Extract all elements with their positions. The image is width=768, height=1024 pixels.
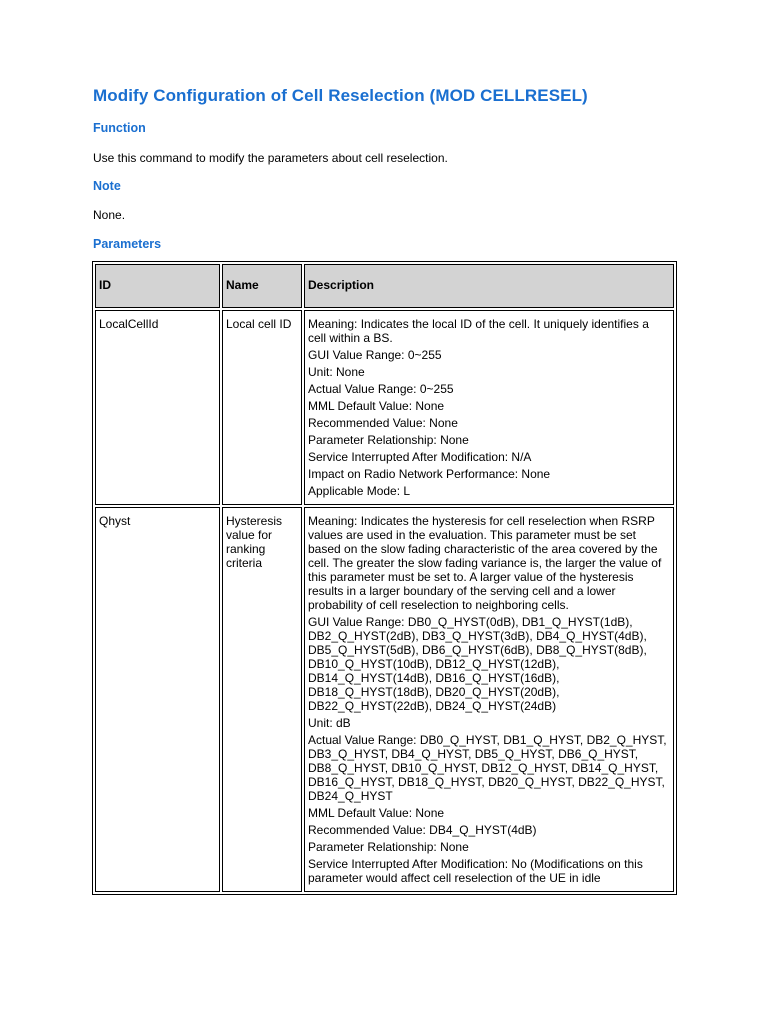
table-header-row [95, 264, 674, 308]
description-line: MML Default Value: None [308, 806, 445, 820]
description-line: Parameter Relationship: None [308, 840, 469, 854]
parameters-table [92, 261, 677, 895]
header-description: Description [304, 264, 674, 308]
description-line: Parameter Relationship: None [308, 433, 469, 447]
description-line: Service Interrupted After Modification: No (Modifications on this parameter would affect cell reselection of the UE in idle [308, 857, 643, 885]
param-name-cell: Local cell ID [222, 310, 302, 505]
description-line: Recommended Value: None [308, 416, 458, 430]
header-id: ID [95, 264, 220, 308]
description-line: Actual Value Range: DB0_Q_HYST, DB1_Q_HYST, DB2_Q_HYST, DB3_Q_HYST, DB4_Q_HYST, DB5_Q_HYST, DB6_Q_HYST, DB8_Q_HYST, DB10_Q_HYST, DB12_Q_HYST, DB14_Q_HYST, DB16_Q_HYST, DB18_Q_HYST, DB20_Q_HYST, DB22_Q_HYST, DB24_Q_HYST [308, 733, 667, 803]
header-name: Name [222, 264, 302, 308]
description-line: Unit: None [308, 365, 365, 379]
param-description-cell [304, 310, 674, 505]
description-line: MML Default Value: None [308, 399, 445, 413]
param-name-cell: Hysteresis value for ranking criteria [222, 507, 302, 892]
page-title: Modify Configuration of Cell Reselection (MOD CELLRESEL) [93, 86, 588, 105]
description-line: Meaning: Indicates the local ID of the cell. It uniquely identifies a cell within a BS. [308, 317, 649, 345]
note-heading: Note [93, 179, 121, 193]
param-id-cell: Qhyst [95, 507, 220, 892]
description-line: Unit: dB [308, 716, 351, 730]
description-line: GUI Value Range: 0~255 [308, 348, 442, 362]
parameters-heading: Parameters [93, 237, 162, 251]
param-description-cell [304, 507, 674, 892]
description-line: Applicable Mode: L [308, 484, 411, 498]
table-row [95, 310, 674, 505]
description-line: Service Interrupted After Modification: N/A [308, 450, 532, 464]
description-line: Actual Value Range: 0~255 [308, 382, 454, 396]
description-line: Recommended Value: DB4_Q_HYST(4dB) [308, 823, 537, 837]
table-row [95, 507, 674, 892]
function-heading: Function [93, 121, 146, 135]
param-id-cell: LocalCellId [95, 310, 220, 505]
description-line: GUI Value Range: DB0_Q_HYST(0dB), DB1_Q_HYST(1dB), DB2_Q_HYST(2dB), DB3_Q_HYST(3dB), DB4_Q_HYST(4dB), DB5_Q_HYST(5dB), DB6_Q_HYST(6dB), DB8_Q_HYST(8dB), DB10_Q_HYST(10dB), DB12_Q_HYST(12dB), DB14_Q_HYST(14dB), DB16_Q_HYST(16dB), DB18_Q_HYST(18dB), DB20_Q_HYST(20dB), DB22_Q_HYST(22dB), DB24_Q_HYST(24dB) [308, 615, 647, 713]
table-body [95, 310, 674, 892]
description-line: Impact on Radio Network Performance: None [308, 467, 551, 481]
note-text: None. [93, 208, 126, 222]
function-text: Use this command to modify the parameters about cell reselection. [93, 151, 448, 165]
description-line: Meaning: Indicates the hysteresis for cell reselection when RSRP values are used in the evaluation. This parameter must be set based on the slow fading characteristic of the area covered by the cell. The greater the slow fading variance is, the larger the value of this parameter must be set to. A larger value of the hysteresis results in a larger boundary of the serving cell and a lower probability of cell reselection to neighboring cells. [308, 514, 662, 612]
